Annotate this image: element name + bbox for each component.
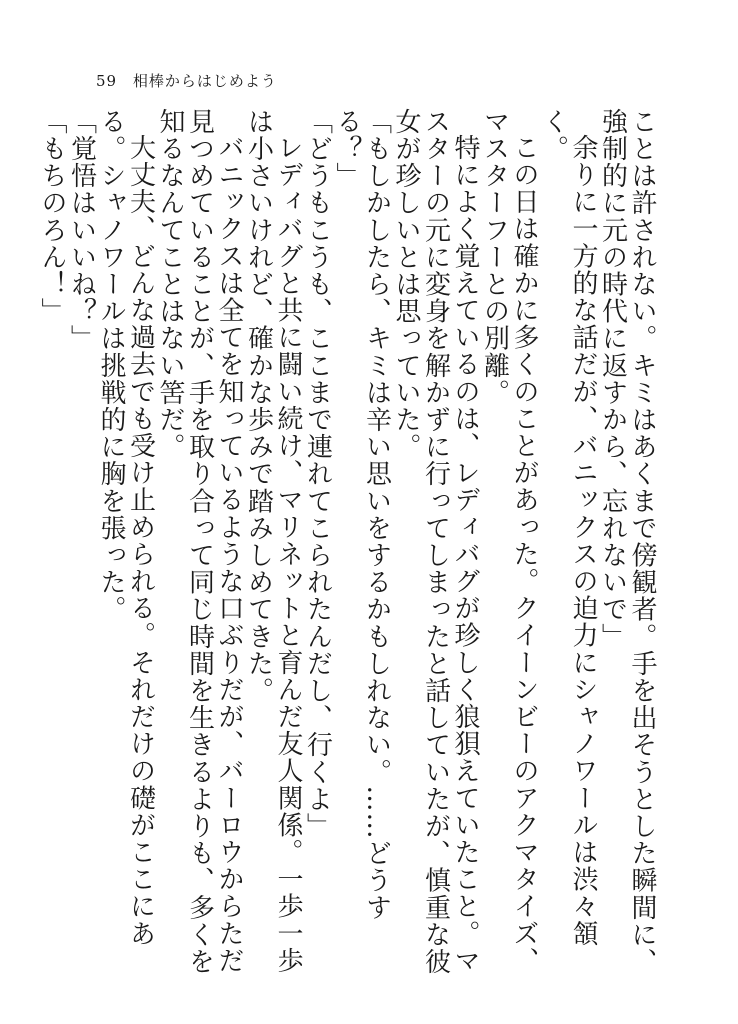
chapter-title: 相棒からはじめよう	[132, 72, 277, 90]
novel-body-text	[37, 108, 657, 988]
running-header	[96, 70, 277, 91]
paragraph: この日は確かに多くのことがあった。クイーンビーのアクマタイズ、マスターフーとの別離。	[479, 108, 539, 975]
paragraph: バニックスは全てを知っているような口ぶりだが、バーロウからただ見つめていることが、手を取り合って同じ時間を生きるよりも、多くを知るなんてことはない筈だ。	[155, 108, 244, 976]
paragraph: 大丈夫、どんな過去でも受け止められる。それだけの礎がここにある。シャノワールは挑戦的に胸を張った。	[96, 108, 156, 947]
dialogue-line: 「どうもこうも、ここまで連れてこられたんだし、行くよ」	[302, 108, 333, 840]
dialogue-line: 「もちのろん！」	[37, 108, 67, 325]
paragraph: レディバグと共に闘い続け、マリネットと育んだ友人関係。一歩一歩は小さいけれど、確かな歩みで踏みしめてきた。	[243, 108, 303, 975]
paragraph: ことは許されない。キミはあくまで傍観者。手を出そうとした瞬間に、強制的に元の時代に返すから、忘れないで」	[597, 108, 657, 976]
page-number: 59	[96, 72, 118, 90]
dialogue-line: 「もしかしたら、キミは辛い思いをするかもしれない。……どうする？」	[332, 108, 392, 921]
paragraph: 余りに一方的な話だが、バニックスの迫力にシャノワールは渋々頷く。	[538, 108, 598, 947]
dialogue-line: 「覚悟はいいね？」	[66, 108, 97, 352]
paragraph: 特によく覚えているのは、レディバグが珍しく狼狽えていたこと。マスターの元に変身を解かずに行ってしまったと話していたが、慎重な彼女が珍しいとは思っていた。	[391, 108, 480, 976]
